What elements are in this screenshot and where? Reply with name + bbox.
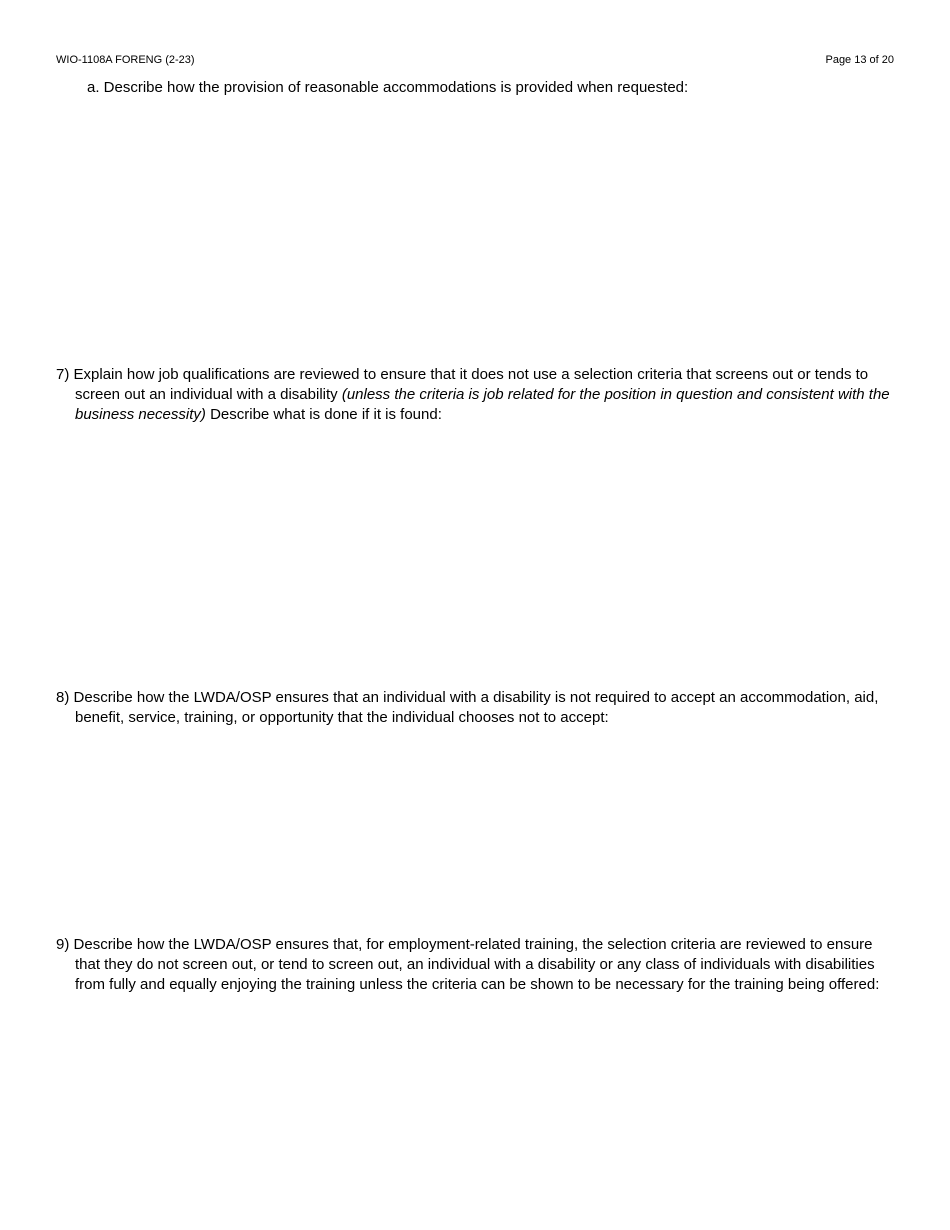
answer-area-9[interactable] — [56, 1022, 894, 1212]
answer-area-8[interactable] — [56, 735, 894, 925]
question-7-italic-note: (unless the criteria is job related for the position in question and consistent with the business necessity) — [75, 386, 890, 423]
page-number: Page 13 of 20 — [825, 54, 894, 66]
question-7-text-end: Describe what is done if it is found: — [210, 406, 442, 423]
question-7-number: 7) — [56, 366, 70, 383]
question-9-text: Describe how the LWDA/OSP ensures that, for employment-related training, the selection criteria are reviewed to ensure that they do not screen out, or tend to screen out, an individual with a disability or any class of individuals with disabilities from fully and equally enjoying the training unless the criteria can be shown to be necessary for the training being offered: — [73, 936, 880, 993]
form-id: WIO-1108A FORENG (2-23) — [56, 54, 195, 66]
answer-area-6a[interactable] — [56, 102, 894, 357]
question-9 — [56, 935, 894, 995]
question-7 — [56, 365, 894, 425]
question-8-text: Describe how the LWDA/OSP ensures that an individual with a disability is not required to accept an accommodation, aid, benefit, service, training, or opportunity that the individual chooses not to accept: — [73, 689, 879, 726]
question-9-number: 9) — [56, 936, 70, 953]
question-6a — [87, 78, 688, 98]
question-8-number: 8) — [56, 689, 70, 706]
question-8 — [56, 688, 894, 728]
answer-area-7[interactable] — [56, 430, 894, 680]
question-7-text: Explain how job qualifications are reviewed to ensure that it does not use a selection criteria that screens out or tends to screen out an individual with a disability — [73, 366, 869, 403]
question-6a-text: a. Describe how the provision of reasonable accommodations is provided when requested: — [87, 79, 689, 96]
